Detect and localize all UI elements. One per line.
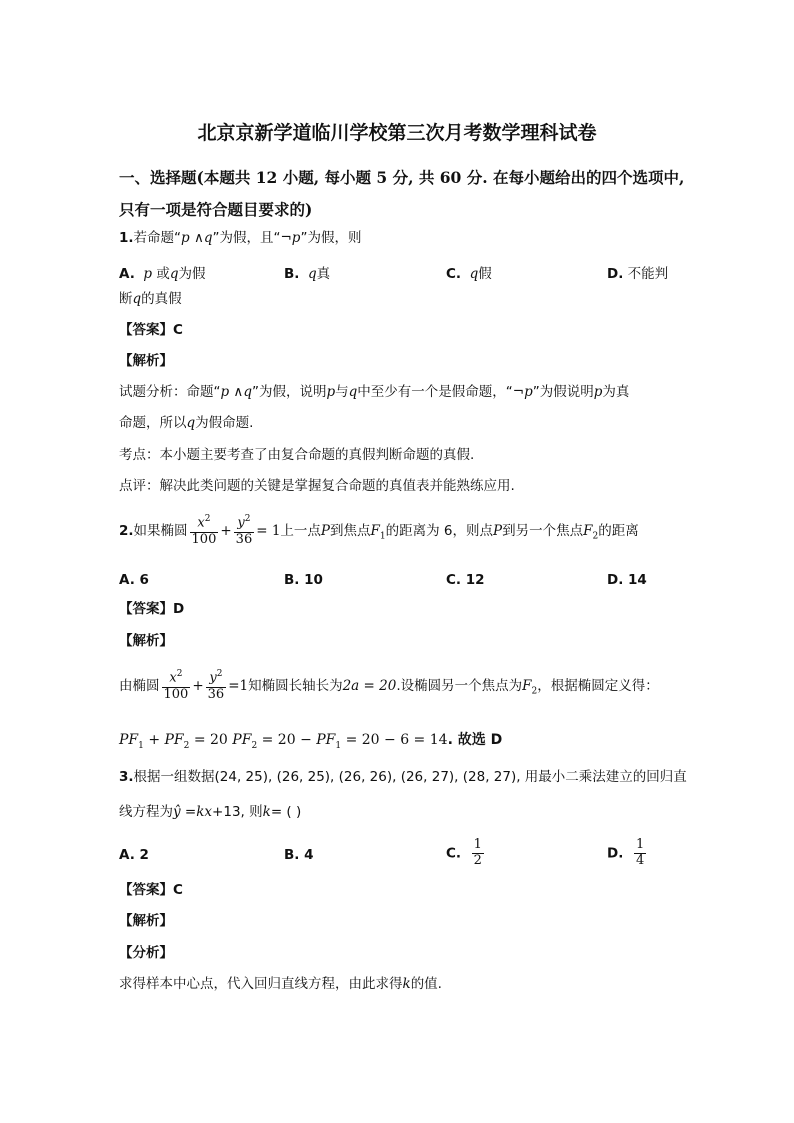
q1-answer: 【答案】C [119, 322, 183, 338]
q2-solution-line1: 由椭圆 $\frac{x^2}{100}$ + $\frac{y^2}{36}$ =1知椭圆长轴长为2a = 20.设椭圆另一个焦点为$F_2$，根据椭圆定义得： [119, 669, 659, 702]
q1-option-d-continued: 断q的真假 [119, 291, 182, 307]
q2-solution-fraction-x: $\frac{x^2}{100}$ [163, 669, 189, 702]
q2-option-a: A. 6 [119, 572, 149, 588]
q2-solution-fraction-y: $\frac{y^2}{36}$ [207, 669, 225, 702]
q2-fraction-x: $\frac{x^2}{100}$ [191, 514, 217, 547]
q2-answer: 【答案】D [119, 601, 185, 617]
q2-option-d: D. 14 [607, 572, 647, 588]
q2-option-c: C. 12 [446, 572, 485, 588]
page-title: 北京京新学道临川学校第三次月考数学理科试卷 [197, 122, 597, 144]
q3-stem-line2: 线方程为ŷ =kx+13, 则k= ( ) [119, 804, 302, 820]
section-heading-line1: 一、选择题(本题共 12 小题, 每小题 5 分, 共 60 分. 在每小题给出的四个选项中, [119, 168, 685, 187]
q3-stem-line1: 3.根据一组数据(24, 25), (26, 25), (26, 26), (26, 27), (28, 27), 用最小二乘法建立的回归直 [119, 769, 687, 785]
q2-option-b: B. 10 [284, 572, 323, 588]
q3-analysis-label: 【解析】 [119, 913, 173, 929]
q1-dianping: 点评：解决此类问题的关键是掌握复合命题的真值表并能熟练应用. [119, 478, 515, 494]
q3-option-d: D. $\frac{1}{4}$ [607, 837, 645, 868]
q1-option-a: A. p 或q为假 [119, 266, 206, 282]
q1-option-d: D. 不能判 [607, 266, 669, 282]
q1-analysis-line2: 命题，所以q为假命题. [119, 415, 254, 431]
q1-option-b: B. q真 [284, 266, 331, 282]
q3-option-c: C. $\frac{1}{2}$ [446, 837, 482, 868]
q1-kaodian: 考点：本小题主要考查了由复合命题的真假判断命题的真假. [119, 447, 475, 463]
q1-stem: 1.若命题“p ∧q”为假，且“¬p”为假，则 [119, 230, 362, 246]
q2-fraction-y: $\frac{y^2}{36}$ [235, 514, 253, 547]
q3-option-a: A. 2 [119, 847, 149, 863]
q3-fenxi-label: 【分析】 [119, 945, 173, 961]
q2-solution-line2: $PF_1 + PF_2 = 20$ $PF_2 = 20 - PF_1 = 20 - 6 = 14$. 故选 D [119, 732, 503, 751]
q3-option-b: B. 4 [284, 847, 314, 863]
q2-analysis-label: 【解析】 [119, 633, 173, 649]
q1-option-c: C. q假 [446, 266, 492, 282]
section-heading-line2: 只有一项是符合题目要求的) [119, 200, 313, 219]
q3-answer: 【答案】C [119, 882, 183, 898]
q3-fenxi-text: 求得样本中心点，代入回归直线方程，由此求得k的值. [119, 976, 442, 992]
q2-stem: 2.如果椭圆 $\frac{x^2}{100}$ + $\frac{y^2}{36}$ = 1上一点P到焦点$F_1$的距离为 6，则点P到另一个焦点$F_2$的距离 [119, 514, 639, 547]
q1-analysis-line1: 试题分析：命题“p ∧q”为假，说明p与q中至少有一个是假命题，“¬p”为假说明p为真 [119, 384, 630, 400]
q1-analysis-label: 【解析】 [119, 353, 173, 369]
